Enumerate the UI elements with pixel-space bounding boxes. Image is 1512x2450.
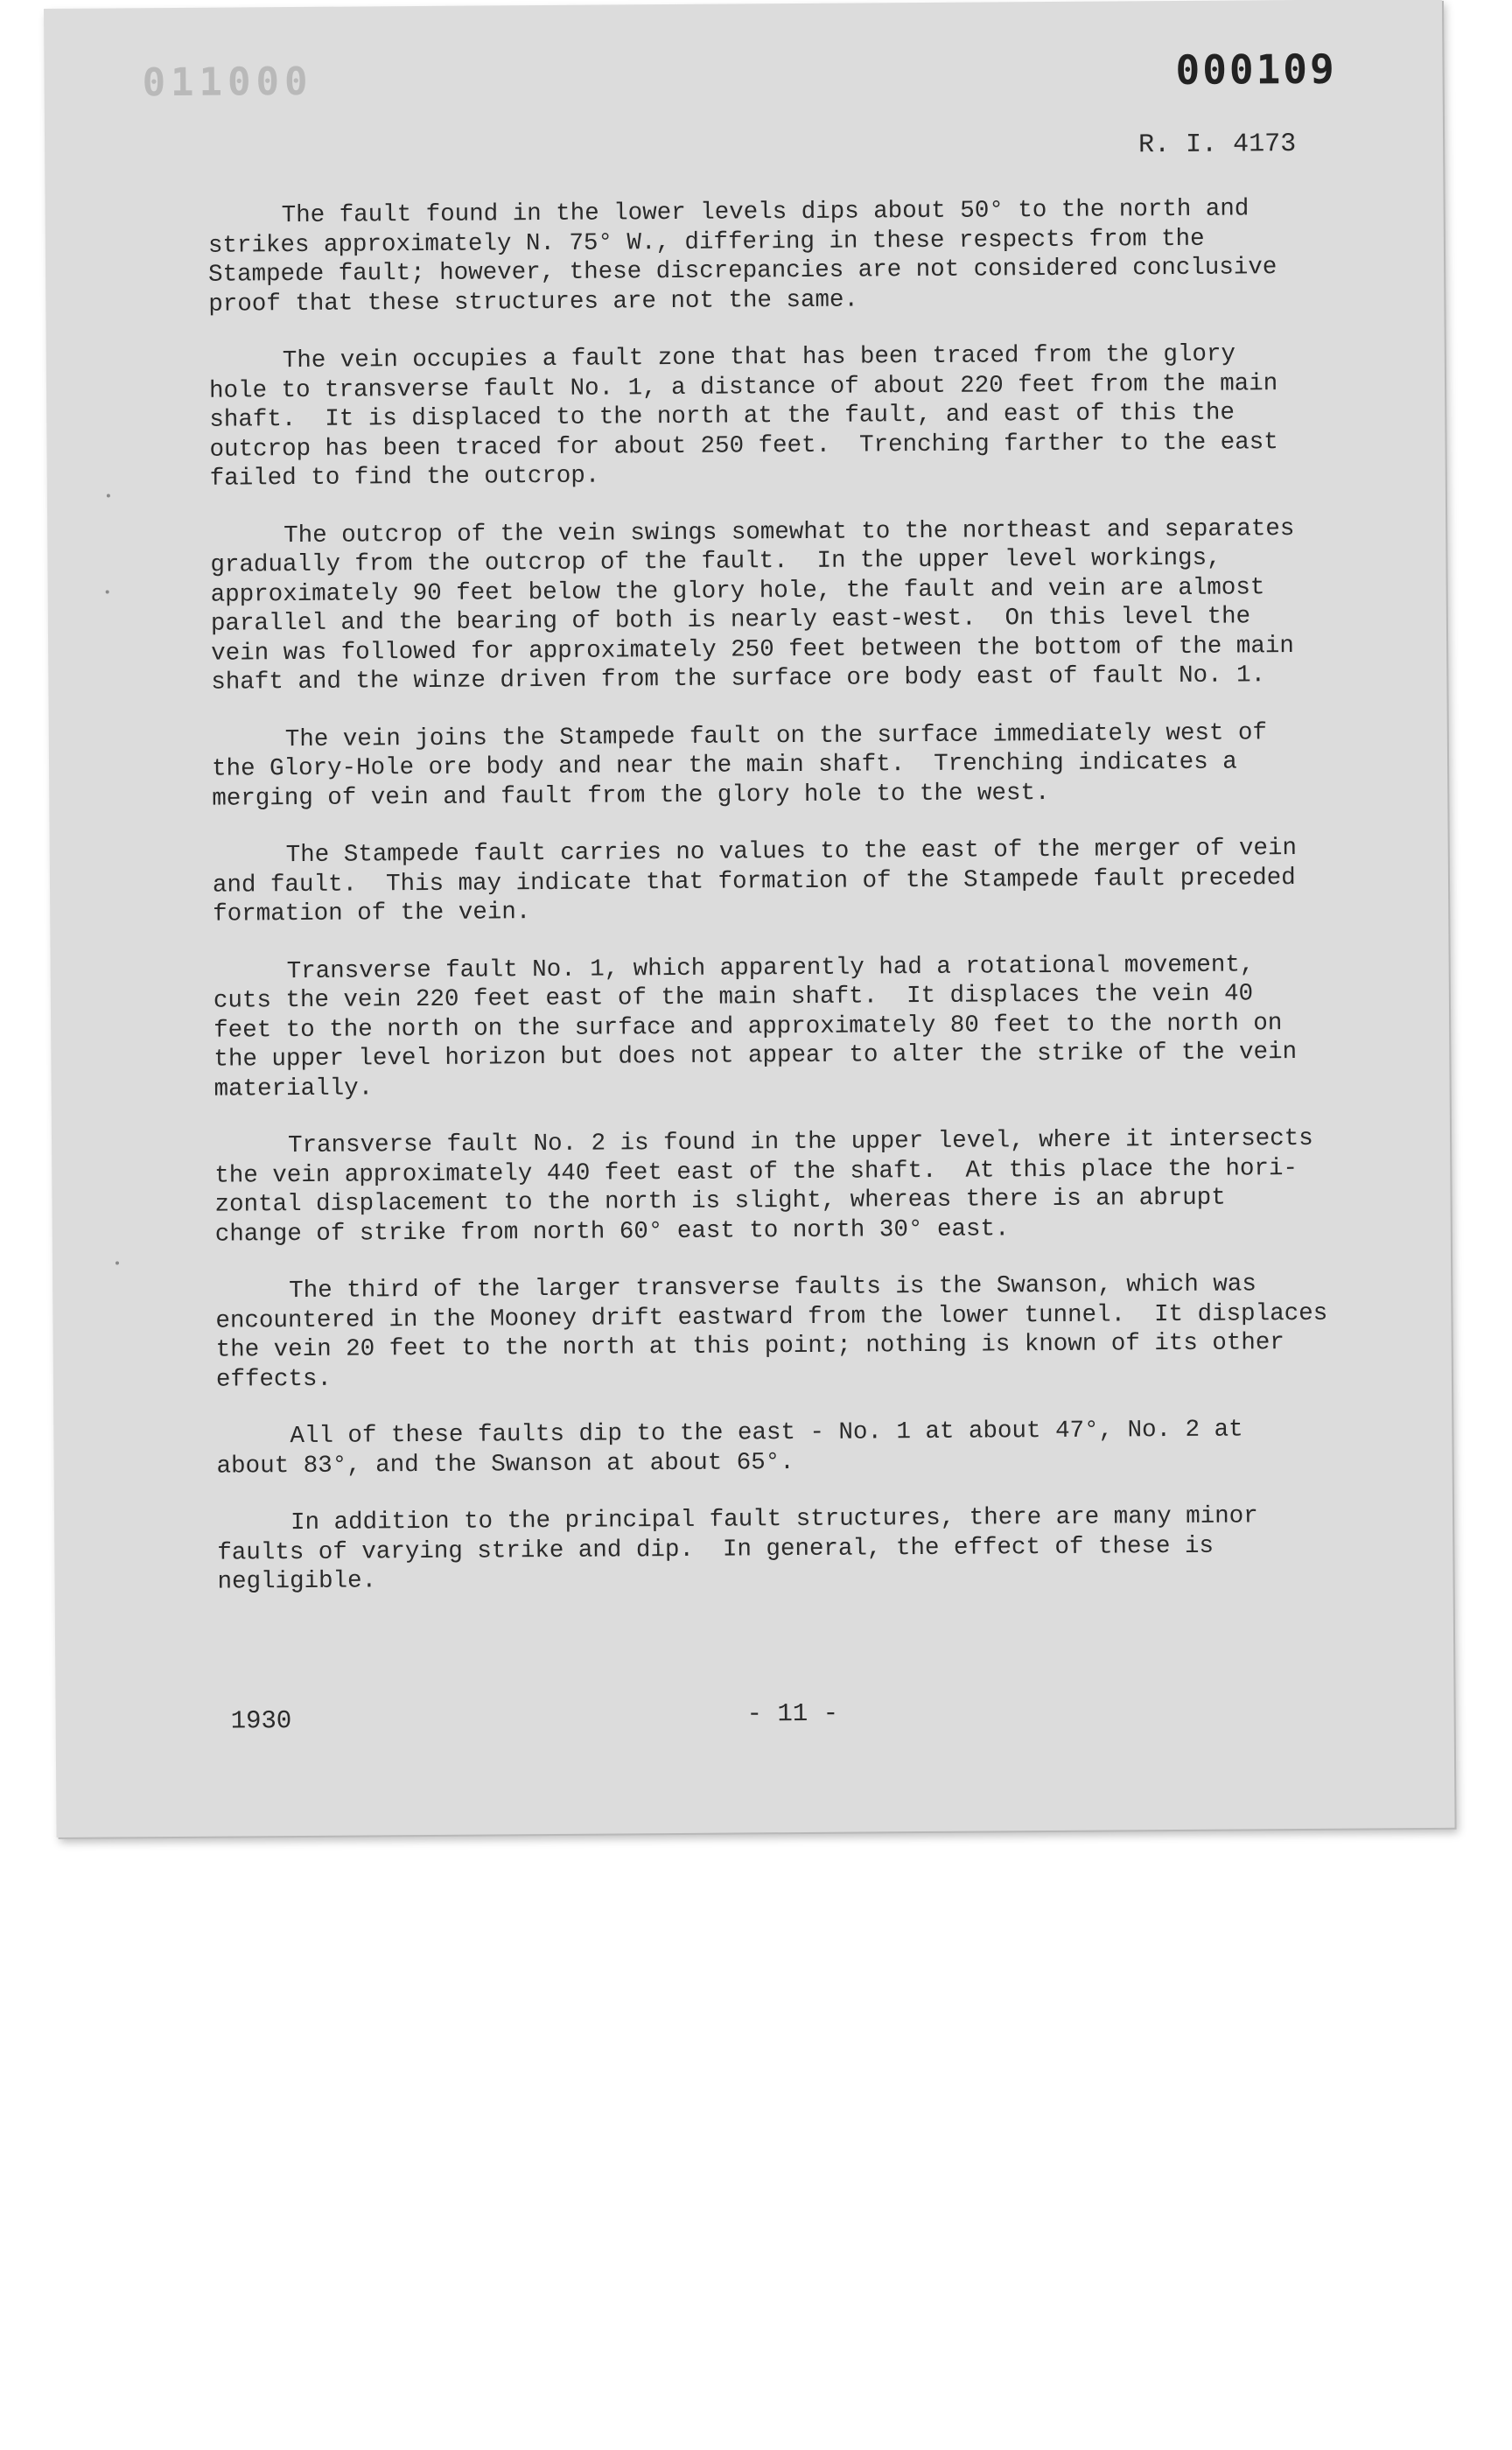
- text-line: the vein approximately 440 feet east of the shaft. At this place the hori-: [214, 1154, 1298, 1190]
- text-line: The fault found in the lower levels dips about 50° to the north and: [281, 195, 1250, 230]
- text-line: gradually from the outcrop of the fault. In the upper level workings,: [210, 544, 1222, 579]
- text-line: The third of the larger transverse faults is the Swanson, which was: [289, 1270, 1257, 1306]
- text-line: the upper level horizon but does not appear to alter the strike of the vein: [214, 1039, 1298, 1074]
- text-line: failed to find the outcrop.: [209, 462, 600, 493]
- footer-year: 1930: [230, 1706, 292, 1736]
- paragraph: [208, 193, 1382, 318]
- paragraph: [214, 949, 1387, 1104]
- text-line: encountered in the Mooney drift eastward from the lower tunnel. It displaces: [215, 1299, 1328, 1335]
- text-line: change of strike from north 60° east to north 30° east.: [214, 1214, 1010, 1249]
- text-line: The vein occupies a fault zone that has been traced from the glory: [282, 340, 1236, 375]
- page-number: - 11 -: [746, 1698, 839, 1729]
- text-line: In addition to the principal fault structures, there are many minor: [290, 1502, 1258, 1537]
- text-line: materially.: [214, 1074, 374, 1103]
- text-line: shaft and the winze driven from the surface ore body east of fault No. 1.: [211, 662, 1266, 696]
- scan-speck: [106, 590, 109, 593]
- text-line: faults of varying strike and dip. In general, the effect of these is: [217, 1532, 1214, 1567]
- text-line: merging of vein and fault from the glory hole to the west.: [212, 779, 1050, 813]
- document-body: [208, 193, 1390, 1625]
- scan-speck: [116, 1261, 119, 1264]
- text-line: vein was followed for approximately 250 feet between the bottom of the main: [211, 632, 1294, 668]
- text-line: All of these faults dip to the east - No. 1 at about 47°, No. 2 at: [290, 1416, 1243, 1451]
- text-line: about 83°, and the Swanson at about 65°.: [216, 1448, 794, 1480]
- scan-speck: [107, 494, 110, 497]
- report-identifier: R. I. 4173: [1138, 130, 1297, 161]
- text-line: strikes approximately N. 75° W., differing in these respects from the: [207, 225, 1205, 260]
- text-line: the vein 20 feet to the north at this point; nothing is known of its other: [215, 1329, 1284, 1364]
- text-line: parallel and the bearing of both is nearly east-west. On this level the: [210, 603, 1251, 638]
- paragraph: [210, 514, 1383, 697]
- text-line: effects.: [215, 1365, 332, 1394]
- text-line: The vein joins the Stampede fault on the surface immediately west of: [284, 718, 1268, 753]
- text-line: Stampede fault; however, these discrepancies are not considered conclusive: [208, 254, 1278, 289]
- paragraph: [212, 718, 1385, 814]
- text-line: proof that these structures are not the same.: [208, 286, 859, 318]
- text-line: formation of the vein.: [213, 899, 531, 928]
- paper-sheet: [44, 0, 1455, 1838]
- text-line: shaft. It is displaced to the north at the fault, and east of this the: [209, 399, 1236, 434]
- text-line: hole to transverse fault No. 1, a distance of about 220 feet from the main: [208, 369, 1278, 405]
- text-line: approximately 90 feet below the glory hole, the fault and vein are almost: [210, 573, 1265, 609]
- text-line: zontal displacement to the north is slight, whereas there is an abrupt: [214, 1184, 1226, 1219]
- faded-stamp-number: 011000: [142, 59, 313, 106]
- text-line: negligible.: [217, 1567, 377, 1596]
- paragraph: [216, 1414, 1389, 1480]
- paragraph: [209, 339, 1382, 494]
- text-line: The Stampede fault carries no values to the east of the merger of vein: [285, 835, 1298, 870]
- paragraph: [214, 1124, 1388, 1249]
- document-stamp-number: 000109: [1175, 45, 1337, 94]
- paragraph: [217, 1501, 1390, 1597]
- paragraph: [215, 1269, 1389, 1394]
- text-line: feet to the north on the surface and approximately 80 feet to the north on: [214, 1009, 1283, 1045]
- text-line: Transverse fault No. 1, which apparently had a rotational movement,: [286, 950, 1255, 985]
- text-line: cuts the vein 220 feet east of the main shaft. It displaces the vein 40: [213, 980, 1254, 1015]
- text-line: the Glory-Hole ore body and near the main shaft. Trenching indicates a: [211, 748, 1237, 783]
- text-line: and fault. This may indicate that formation of the Stampede fault preceded: [212, 864, 1296, 900]
- text-line: outcrop has been traced for about 250 feet. Trenching farther to the east: [209, 428, 1278, 464]
- text-line: Transverse fault No. 2 is found in the upper level, where it intersects: [287, 1124, 1313, 1160]
- text-line: The outcrop of the vein swings somewhat to the northeast and separates: [284, 514, 1295, 550]
- paragraph: [213, 833, 1386, 929]
